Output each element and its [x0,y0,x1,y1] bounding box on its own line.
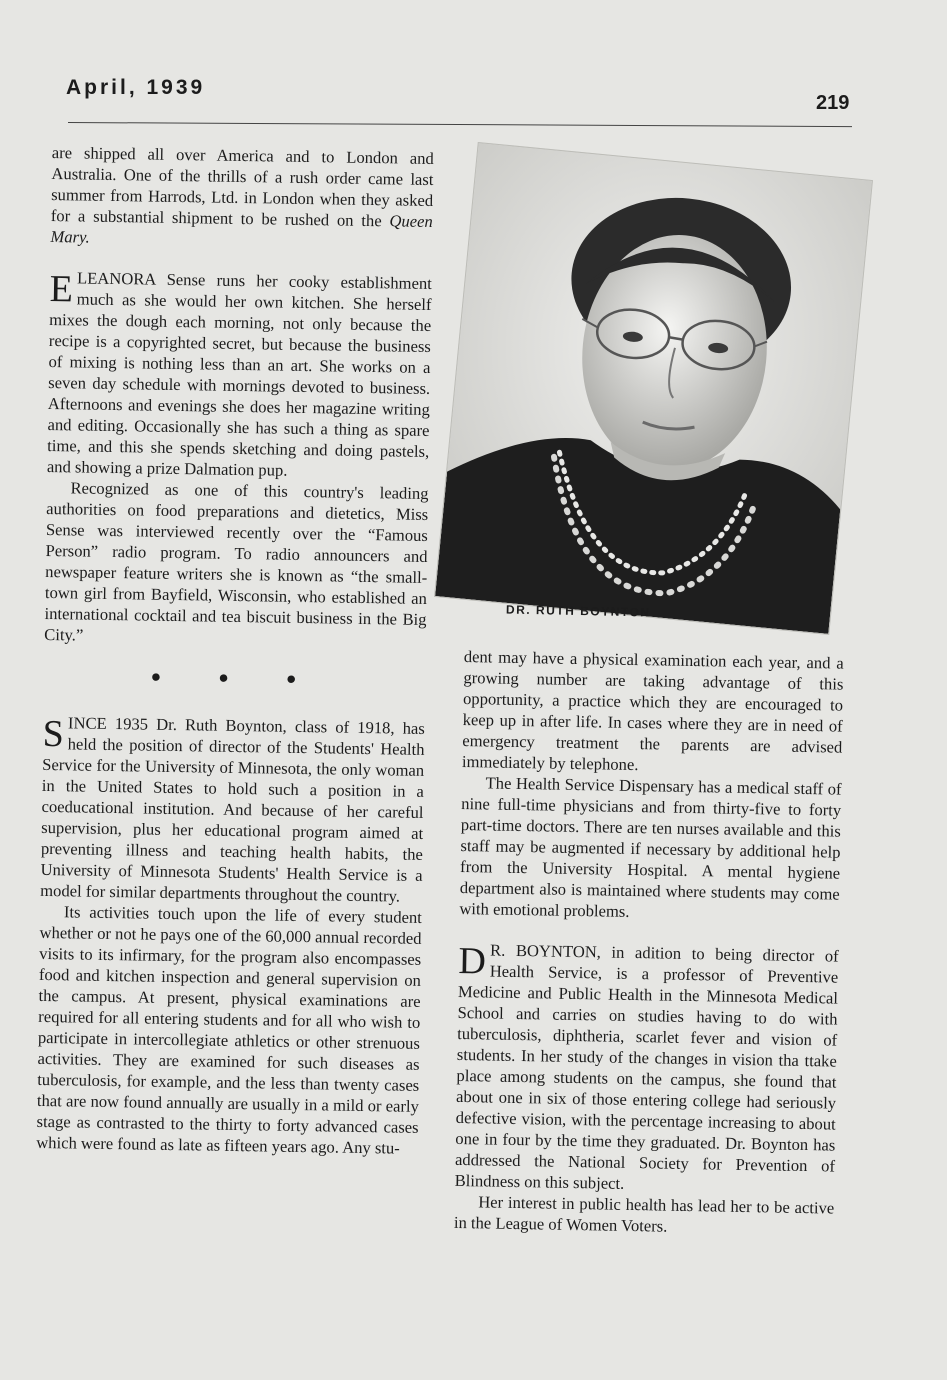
right-column [454,646,844,1240]
paragraph-dr-boynton-text: R. BOYNTON, in adition to being director of Health Service, is a professor of Preventive Medicine and Public Health in the Minnesota Medical School and carries on studies having to do with tuberculosis, diphtheria, scarlet fever and vision of students. In her study of the changes in vision tha ttake place among students on the campus, she found that about one in six of those entering college had seriously defective vision, with the percentage increasing to about one in four by the time they graduated. Dr. Boynton has addressed the National Society for Prevention of Blindness on this subject. [454,940,839,1193]
page-number: 219 [816,92,850,114]
paragraph-dent: dent may have a physical examination each year, and a growing number are taking advantage of this opportunity, a practice which they are encouraged to keep up in after life. In cases where they are in need of emergency treatment the parents are advised immediately by telephone. [461,646,844,775]
ship-name: Queen Mary. [50,211,433,247]
left-column [36,142,434,1159]
paragraph-since-1935 [40,712,425,907]
portrait-illustration [435,143,872,634]
paragraph-shipping-text: are shipped all over America and to London and Australia. One of the thrills of a rush order came last summer from Harrods, Ltd. in London when they asked for a substantial shipment to be rushed on the [50,142,434,231]
photo-caption: DR. RUTH BOYNTON [505,602,651,620]
paragraph-since-1935-text: INCE 1935 Dr. Ruth Boynton, class of 1918, has held the position of director of the Students' Health Service for the University of Minnesota, the only woman in the United States to hold such a position in a coeducational institution. And because of her careful supervision, plus her educational program aimed at preventing illness and teaching health habits, the University of Minnesota Students' Health Service is a model for similar departments throughout the country. [40,713,425,906]
section-separator: • • • [148,663,322,697]
dropcap-e: E [49,267,74,311]
header-rule [68,122,852,127]
paragraph-dispensary: The Health Service Dispensary has a medical staff of nine full-time physicians and from thirty-five to forty part-time doctors. There are ten nurses available and this staff may be augmented if necessary by additional help from the University Hospital. A mental hygiene department also is maintained where students may come with emotional problems. [459,773,842,921]
dropcap-s: S [42,712,65,756]
paragraph-interest: Her interest in public health has lead her to be active in the League of Women Voters. [453,1192,835,1236]
paragraph-recognized: Recognized as one of this country's leading authorities on food preparations and dietetics, Miss Sense was interviewed recently over the “Famous Person” radio program. To radio announcers and newspaper feature writers she is known as “the small-town girl from Bayfield, Wisconsin, who established an international cocktail and tea biscuit business in the Big City.” [44,478,429,645]
dropcap-d: D [458,939,487,983]
paragraph-eleanora [47,267,432,483]
page-header-date: April, 1939 [66,76,206,99]
paragraph-dr-boynton [454,939,838,1198]
paragraph-activities: Its activities touch upon the life of every student whether or not he pays one of the 60,000 annual recorded visits to its infirmary, for the program also encompasses food and kitchen inspection and general supervision on the campus. At present, physical examinations are required for all entering students and for all who wish to participate in intercollegiate athletics or other strenuous activities. They are examined for such diseases as tuberculosis, for example, and the less than twenty cases that are now found annually are usually in a mild or early stage as contrasted to the thirty to forty advanced cases which were found as late as fifteen years ago. Any stu- [36,902,423,1158]
paragraph-eleanora-text: LEANORA Sense runs her cooky establishment much as she would her own kitchen. She herself mixes the dough each morning, not only because the recipe is a copyrighted secret, but because the business of mixing is nothing less than an art. She works on a seven day schedule with mornings devoted to business. Afternoons and evenings she does her magazine writing and editing. Occasionally she has such a thing as spare time, and this she spends sketching and doing pastels, and showing a prize Dalmation pup. [46,268,432,480]
portrait-photo [434,142,873,635]
paragraph-shipping [50,142,434,253]
